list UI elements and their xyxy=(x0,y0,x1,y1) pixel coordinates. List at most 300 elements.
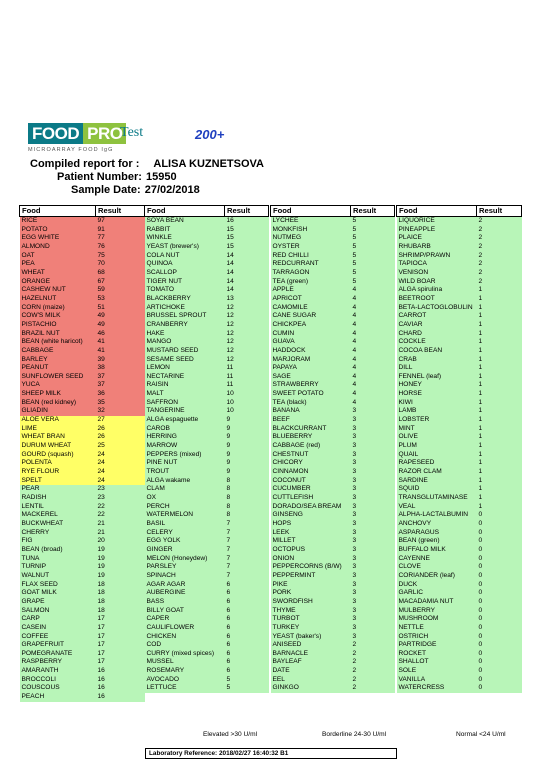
food-name: WHEAT BRAN xyxy=(20,433,96,442)
food-name: BEAN (green) xyxy=(397,537,477,546)
results-table-4 xyxy=(396,205,522,693)
food-name: CAPER xyxy=(145,615,225,624)
food-name: SOYA BEAN xyxy=(145,217,225,226)
result-value: 4 xyxy=(351,399,395,408)
food-name: BASIL xyxy=(145,520,225,529)
result-value: 2 xyxy=(351,658,395,667)
table-row xyxy=(397,485,522,494)
table-row xyxy=(20,641,145,650)
results-table-2 xyxy=(144,205,269,693)
food-name: NECTARINE xyxy=(145,373,225,382)
table-row xyxy=(20,555,145,564)
result-value: 23 xyxy=(96,485,145,494)
food-name: PARSLEY xyxy=(145,563,225,572)
table-row xyxy=(145,364,269,373)
result-value: 3 xyxy=(351,555,395,564)
result-value: 3 xyxy=(351,633,395,642)
result-value: 1 xyxy=(477,399,522,408)
result-value: 2 xyxy=(477,278,522,287)
result-value: 18 xyxy=(96,589,145,598)
food-name: EGG WHITE xyxy=(20,234,96,243)
result-value: 16 xyxy=(96,684,145,693)
table-row xyxy=(397,494,522,503)
food-name: CRAB xyxy=(397,356,477,365)
result-value: 1 xyxy=(477,503,522,512)
table-row xyxy=(20,364,145,373)
result-header: Result xyxy=(225,206,269,217)
food-name: BEAN (white haricot) xyxy=(20,338,96,347)
result-value: 1 xyxy=(477,425,522,434)
result-value: 10 xyxy=(225,399,269,408)
table-row xyxy=(145,304,269,313)
table-row xyxy=(271,304,395,313)
food-name: ANISEED xyxy=(271,641,351,650)
food-name: TEA (black) xyxy=(271,399,351,408)
table-row xyxy=(397,442,522,451)
food-name: BRUSSEL SPROUT xyxy=(145,312,225,321)
food-name: CHARD xyxy=(397,330,477,339)
table-row xyxy=(271,399,395,408)
table-row xyxy=(20,650,145,659)
food-name: TRANSGLUTAMINASE xyxy=(397,494,477,503)
table-row xyxy=(397,633,522,642)
food-name: MUSTARD SEED xyxy=(145,347,225,356)
food-name: MUSSEL xyxy=(145,658,225,667)
result-value: 1 xyxy=(477,459,522,468)
result-value: 6 xyxy=(225,624,269,633)
table-row xyxy=(145,572,269,581)
table-row xyxy=(271,407,395,416)
table-row xyxy=(20,304,145,313)
table-row xyxy=(20,624,145,633)
result-value: 1 xyxy=(477,312,522,321)
result-value: 7 xyxy=(225,572,269,581)
table-row xyxy=(145,658,269,667)
result-value: 26 xyxy=(96,433,145,442)
table-row xyxy=(145,390,269,399)
food-header: Food xyxy=(145,206,225,217)
result-value: 51 xyxy=(96,304,145,313)
result-value: 37 xyxy=(96,373,145,382)
food-name: OYSTER xyxy=(271,243,351,252)
food-name: CHERRY xyxy=(20,529,96,538)
food-name: COCKLE xyxy=(397,338,477,347)
result-value: 3 xyxy=(351,511,395,520)
food-name: RICE xyxy=(20,217,96,226)
food-name: CORIANDER (leaf) xyxy=(397,572,477,581)
table-row xyxy=(397,234,522,243)
food-name: POLENTA xyxy=(20,459,96,468)
table-row xyxy=(145,503,269,512)
food-name: AMARANTH xyxy=(20,667,96,676)
food-name: APPLE xyxy=(271,286,351,295)
table-row xyxy=(271,520,395,529)
table-row xyxy=(20,658,145,667)
table-row xyxy=(145,226,269,235)
results-table-1 xyxy=(19,205,145,702)
food-name: HAKE xyxy=(145,330,225,339)
result-value: 1 xyxy=(477,286,522,295)
result-value: 5 xyxy=(225,684,269,693)
food-name: CORN (maize) xyxy=(20,304,96,313)
table-row xyxy=(271,364,395,373)
food-name: RHUBARB xyxy=(397,243,477,252)
result-value: 70 xyxy=(96,260,145,269)
result-value: 18 xyxy=(96,581,145,590)
result-value: 24 xyxy=(96,451,145,460)
food-name: SALMON xyxy=(20,607,96,616)
food-header: Food xyxy=(397,206,477,217)
food-name: ASPARAGUS xyxy=(397,529,477,538)
food-name: GARLIC xyxy=(397,589,477,598)
result-value: 9 xyxy=(225,442,269,451)
table-row xyxy=(145,416,269,425)
table-row xyxy=(397,503,522,512)
table-row xyxy=(145,650,269,659)
food-name: SAFFRON xyxy=(145,399,225,408)
result-value: 35 xyxy=(96,399,145,408)
result-value: 67 xyxy=(96,278,145,287)
food-name: EGG YOLK xyxy=(145,537,225,546)
result-value: 4 xyxy=(351,286,395,295)
table-row xyxy=(20,537,145,546)
result-value: 0 xyxy=(477,520,522,529)
food-name: MARJORAM xyxy=(271,356,351,365)
food-name: CINNAMON xyxy=(271,468,351,477)
table-row xyxy=(145,243,269,252)
food-name: KIWI xyxy=(397,399,477,408)
food-name: WALNUT xyxy=(20,572,96,581)
food-name: SPINACH xyxy=(145,572,225,581)
table-row xyxy=(20,684,145,693)
table-row xyxy=(20,416,145,425)
foodpro-logo xyxy=(28,123,188,159)
result-value: 3 xyxy=(351,624,395,633)
food-name: ROCKET xyxy=(397,650,477,659)
result-value: 8 xyxy=(225,503,269,512)
food-name: WINKLE xyxy=(145,234,225,243)
result-value: 15 xyxy=(225,243,269,252)
result-value: 2 xyxy=(477,269,522,278)
result-value: 27 xyxy=(96,416,145,425)
table-row xyxy=(397,312,522,321)
table-row xyxy=(20,459,145,468)
table-row xyxy=(397,563,522,572)
table-row xyxy=(271,676,395,685)
table-row xyxy=(20,407,145,416)
food-name: GINKGO xyxy=(271,684,351,693)
result-value: 2 xyxy=(477,234,522,243)
result-value: 6 xyxy=(225,658,269,667)
result-value: 4 xyxy=(351,390,395,399)
result-value: 3 xyxy=(351,494,395,503)
result-value: 0 xyxy=(477,615,522,624)
food-name: DILL xyxy=(397,364,477,373)
patient-number-line xyxy=(57,171,177,183)
result-value: 9 xyxy=(225,451,269,460)
table-row xyxy=(397,624,522,633)
food-name: HOPS xyxy=(271,520,351,529)
table-row xyxy=(271,442,395,451)
table-row xyxy=(271,581,395,590)
food-name: HAZELNUT xyxy=(20,295,96,304)
result-value: 2 xyxy=(477,217,522,226)
food-name: EEL xyxy=(271,676,351,685)
table-row xyxy=(271,243,395,252)
table-row xyxy=(145,269,269,278)
result-value: 0 xyxy=(477,667,522,676)
result-value: 25 xyxy=(96,442,145,451)
table-row xyxy=(20,520,145,529)
food-name: TUNA xyxy=(20,555,96,564)
table-row xyxy=(20,468,145,477)
food-name: TEA (green) xyxy=(271,278,351,287)
result-value: 0 xyxy=(477,529,522,538)
result-value: 19 xyxy=(96,546,145,555)
food-name: DUCK xyxy=(397,581,477,590)
result-header: Result xyxy=(477,206,522,217)
table-row xyxy=(271,546,395,555)
food-name: BEEF xyxy=(271,416,351,425)
result-value: 12 xyxy=(225,338,269,347)
table-row xyxy=(20,338,145,347)
result-value: 1 xyxy=(477,373,522,382)
food-name: GINSENG xyxy=(271,511,351,520)
table-row xyxy=(271,459,395,468)
result-value: 12 xyxy=(225,347,269,356)
result-value: 1 xyxy=(477,347,522,356)
food-name: FLAX SEED xyxy=(20,581,96,590)
result-value: 3 xyxy=(351,615,395,624)
result-value: 8 xyxy=(225,511,269,520)
result-value: 3 xyxy=(351,537,395,546)
table-row xyxy=(20,269,145,278)
result-value: 2 xyxy=(351,667,395,676)
food-name: BARNACLE xyxy=(271,650,351,659)
food-name: PAPAYA xyxy=(271,364,351,373)
table-row xyxy=(20,693,145,702)
table-row xyxy=(271,667,395,676)
result-value: 10 xyxy=(225,390,269,399)
table-row xyxy=(271,330,395,339)
food-name: SUNFLOWER SEED xyxy=(20,373,96,382)
table-row xyxy=(397,425,522,434)
food-header: Food xyxy=(20,206,96,217)
result-value: 0 xyxy=(477,563,522,572)
food-name: PEPPERCORNS (B/W) xyxy=(271,563,351,572)
food-name: MUSHROOM xyxy=(397,615,477,624)
table-row xyxy=(20,399,145,408)
result-value: 7 xyxy=(225,520,269,529)
result-value: 3 xyxy=(351,451,395,460)
food-name: CAROB xyxy=(145,425,225,434)
food-name: RAISIN xyxy=(145,381,225,390)
result-value: 12 xyxy=(225,321,269,330)
result-value: 6 xyxy=(225,667,269,676)
food-name: PLUM xyxy=(397,442,477,451)
table-row xyxy=(271,684,395,693)
result-value: 17 xyxy=(96,650,145,659)
food-name: MELON (Honeydew) xyxy=(145,555,225,564)
food-name: CUCUMBER xyxy=(271,485,351,494)
table-row xyxy=(145,312,269,321)
food-name: GOAT MILK xyxy=(20,589,96,598)
food-name: COCONUT xyxy=(271,477,351,486)
food-name: ROSEMARY xyxy=(145,667,225,676)
patient-number-value: 15950 xyxy=(145,171,177,183)
food-name: QUINOA xyxy=(145,260,225,269)
food-name: RADISH xyxy=(20,494,96,503)
table-row xyxy=(20,546,145,555)
food-name: TIGER NUT xyxy=(145,278,225,287)
food-name: HORSE xyxy=(397,390,477,399)
result-value: 38 xyxy=(96,364,145,373)
result-value: 3 xyxy=(351,607,395,616)
table-row xyxy=(145,286,269,295)
food-name: GUAVA xyxy=(271,338,351,347)
table-row xyxy=(145,633,269,642)
food-name: AVOCADO xyxy=(145,676,225,685)
patient-number-label: Patient Number: xyxy=(57,171,142,183)
table-row xyxy=(397,338,522,347)
table-row xyxy=(145,278,269,287)
table-row xyxy=(145,537,269,546)
result-value: 3 xyxy=(351,563,395,572)
result-value: 59 xyxy=(96,286,145,295)
result-value: 3 xyxy=(351,485,395,494)
table-row xyxy=(145,234,269,243)
table-row xyxy=(271,589,395,598)
food-name: PINEAPPLE xyxy=(397,226,477,235)
result-value: 32 xyxy=(96,407,145,416)
food-name: HERRING xyxy=(145,433,225,442)
food-name: COW'S MILK xyxy=(20,312,96,321)
result-value: 9 xyxy=(225,433,269,442)
table-row xyxy=(145,347,269,356)
table-row xyxy=(271,555,395,564)
food-name: POMEGRANATE xyxy=(20,650,96,659)
table-row xyxy=(271,511,395,520)
table-row xyxy=(145,330,269,339)
table-row xyxy=(145,589,269,598)
sample-date-value: 27/02/2018 xyxy=(144,184,200,196)
food-name: PLAICE xyxy=(397,234,477,243)
result-value: 5 xyxy=(351,243,395,252)
result-value: 5 xyxy=(351,278,395,287)
result-value: 3 xyxy=(351,416,395,425)
result-value: 2 xyxy=(351,650,395,659)
food-name: SWEET POTATO xyxy=(271,390,351,399)
food-name: MALT xyxy=(145,390,225,399)
food-name: YUCA xyxy=(20,381,96,390)
result-value: 4 xyxy=(351,381,395,390)
food-name: RAPESEED xyxy=(397,459,477,468)
table-row xyxy=(145,494,269,503)
table-row xyxy=(20,477,145,486)
food-name: REDCURRANT xyxy=(271,260,351,269)
table-row xyxy=(397,286,522,295)
table-row xyxy=(271,416,395,425)
food-name: TROUT xyxy=(145,468,225,477)
food-name: SWORDFISH xyxy=(271,598,351,607)
logo-food-text: FOOD xyxy=(28,123,83,144)
table-row xyxy=(397,684,522,693)
result-value: 24 xyxy=(96,477,145,486)
result-value: 2 xyxy=(477,243,522,252)
result-value: 14 xyxy=(225,269,269,278)
food-name: CABBAGE (red) xyxy=(271,442,351,451)
food-name: CAULIFLOWER xyxy=(145,624,225,633)
food-name: LIQUORICE xyxy=(397,217,477,226)
food-name: BEETROOT xyxy=(397,295,477,304)
sample-date-line xyxy=(71,184,200,196)
result-value: 6 xyxy=(225,589,269,598)
result-value: 0 xyxy=(477,555,522,564)
food-name: CAMOMILE xyxy=(271,304,351,313)
food-name: COCOA BEAN xyxy=(397,347,477,356)
food-name: AGAR AGAR xyxy=(145,581,225,590)
result-value: 24 xyxy=(96,459,145,468)
food-name: CUMIN xyxy=(271,330,351,339)
laboratory-reference: Laboratory Reference: 2018/02/27 16:40:32 B1 xyxy=(145,748,397,759)
food-name: SHRIMP/PRAWN xyxy=(397,252,477,261)
food-name: CELERY xyxy=(145,529,225,538)
result-value: 6 xyxy=(225,633,269,642)
table-row xyxy=(20,347,145,356)
food-name: LENTIL xyxy=(20,503,96,512)
table-row xyxy=(145,563,269,572)
food-name: OSTRICH xyxy=(397,633,477,642)
table-row xyxy=(397,520,522,529)
result-value: 11 xyxy=(225,381,269,390)
result-value: 16 xyxy=(96,667,145,676)
result-value: 16 xyxy=(96,676,145,685)
result-value: 41 xyxy=(96,347,145,356)
result-value: 4 xyxy=(351,312,395,321)
result-value: 1 xyxy=(477,494,522,503)
table-row xyxy=(397,304,522,313)
result-value: 12 xyxy=(225,312,269,321)
result-value: 19 xyxy=(96,572,145,581)
table-row xyxy=(271,356,395,365)
result-value: 3 xyxy=(351,589,395,598)
result-value: 8 xyxy=(225,477,269,486)
food-name: BROCCOLI xyxy=(20,676,96,685)
table-row xyxy=(145,381,269,390)
table-row xyxy=(20,494,145,503)
table-row xyxy=(271,390,395,399)
result-value: 1 xyxy=(477,442,522,451)
result-value: 19 xyxy=(96,563,145,572)
result-value: 13 xyxy=(225,295,269,304)
table-row xyxy=(145,546,269,555)
food-name: CARP xyxy=(20,615,96,624)
table-row xyxy=(145,459,269,468)
table-row xyxy=(20,503,145,512)
result-value: 14 xyxy=(225,252,269,261)
food-name: CASHEW NUT xyxy=(20,286,96,295)
food-name: OAT xyxy=(20,252,96,261)
result-value: 12 xyxy=(225,330,269,339)
food-name: RAZOR CLAM xyxy=(397,468,477,477)
food-name: GRAPE xyxy=(20,598,96,607)
result-value: 0 xyxy=(477,658,522,667)
food-name: BEAN (red kidney) xyxy=(20,399,96,408)
result-value: 1 xyxy=(477,321,522,330)
result-value: 0 xyxy=(477,581,522,590)
table-row xyxy=(145,676,269,685)
food-name: OLIVE xyxy=(397,433,477,442)
